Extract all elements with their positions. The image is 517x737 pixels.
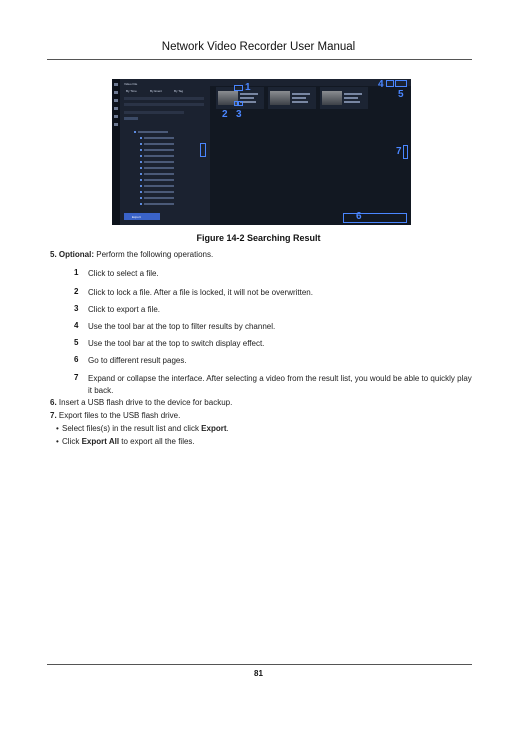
step-5 — [50, 250, 213, 260]
step-5-number: 5. — [50, 250, 57, 259]
callout-box-7 — [403, 145, 408, 159]
callout-number-6: 6 — [356, 211, 362, 222]
operation-text: Use the tool bar at the top to filter results by channel. — [88, 322, 276, 331]
callout-box-3 — [238, 101, 243, 106]
operation-text: Use the tool bar at the top to switch display effect. — [88, 339, 265, 348]
footer-divider — [47, 664, 472, 665]
step-6-text: Insert a USB flash drive to the device for backup. — [58, 398, 233, 407]
operation-text: Click to lock a file. After a file is locked, it will not be overwritten. — [88, 288, 313, 297]
bullet-item: Click Export All to export all the files. — [62, 437, 195, 446]
operation-text: Expand or collapse the interface. After selecting a video from the result list, you would be able to quickly play it back. — [88, 374, 472, 395]
callout-box-6 — [343, 213, 407, 223]
callout-number-7: 7 — [396, 146, 402, 157]
figure-side-toolbar — [112, 79, 120, 225]
callout-number-4: 4 — [378, 79, 384, 90]
figure-tab-by-tag: By Tag — [174, 89, 184, 93]
header-divider — [47, 59, 472, 60]
operation-number: 4 — [74, 321, 79, 330]
step-7 — [50, 411, 180, 421]
step-6 — [50, 398, 232, 408]
operation-number: 6 — [74, 355, 79, 364]
figure-result-card — [320, 87, 368, 109]
callout-number-5: 5 — [398, 89, 404, 100]
step-5-optional-label: Optional: — [58, 250, 95, 259]
figure-export-button — [124, 213, 160, 220]
operation-number: 5 — [74, 338, 79, 347]
operation-text: Go to different result pages. — [88, 356, 187, 365]
step-7-number: 7. — [50, 411, 57, 420]
operation-text: Click to export a file. — [88, 305, 161, 314]
operation-text: Click to select a file. — [88, 269, 159, 278]
searching-result-figure — [112, 79, 411, 225]
callout-box-4 — [386, 80, 394, 87]
callout-box-1 — [234, 85, 243, 91]
operation-number: 3 — [74, 304, 79, 313]
callout-number-3: 3 — [236, 109, 242, 120]
figure-tab-by-event: By Event — [150, 89, 163, 93]
callout-number-1: 1 — [245, 82, 251, 93]
figure-result-card — [268, 87, 316, 109]
operation-number: 2 — [74, 287, 79, 296]
page-number: 81 — [254, 669, 263, 678]
callout-box-5 — [395, 80, 407, 87]
bullet-icon: • — [56, 437, 59, 446]
operation-number: 7 — [74, 373, 79, 382]
step-7-text: Export files to the USB flash drive. — [58, 411, 181, 420]
step-5-text: Perform the following operations. — [94, 250, 214, 259]
figure-tab-by-time: By Time — [126, 89, 137, 93]
step-6-number: 6. — [50, 398, 57, 407]
bullet-item: Select files(s) in the result list and click Export. — [62, 424, 229, 433]
figure-export-label: Export — [132, 215, 141, 219]
figure-caption: Figure 14-2 Searching Result — [196, 233, 321, 243]
operation-number: 1 — [74, 268, 79, 277]
bullet-icon: • — [56, 424, 59, 433]
figure-search-panel — [120, 79, 210, 225]
callout-box-expand-left — [200, 143, 206, 157]
page-header-title: Network Video Recorder User Manual — [161, 41, 356, 53]
figure-panel-title: Video File — [124, 82, 138, 86]
callout-number-2: 2 — [222, 109, 228, 120]
